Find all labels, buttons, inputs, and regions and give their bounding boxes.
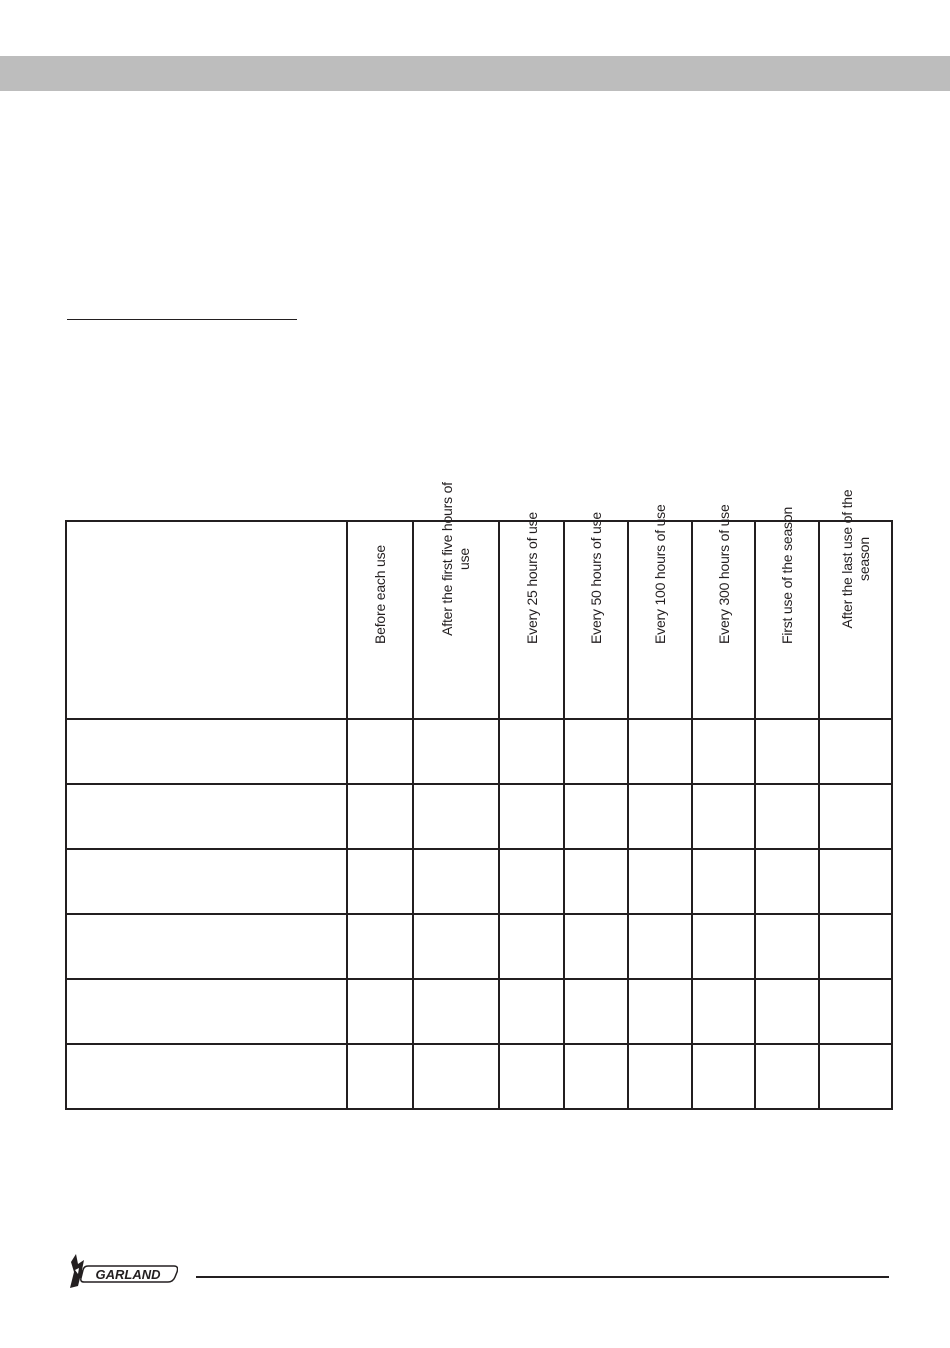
interval-cell bbox=[819, 914, 892, 979]
table-row bbox=[66, 914, 892, 979]
interval-cell bbox=[413, 1044, 499, 1109]
header-band bbox=[0, 56, 950, 91]
interval-cell bbox=[564, 1044, 628, 1109]
interval-cell bbox=[413, 719, 499, 784]
interval-cell bbox=[692, 849, 755, 914]
table-row bbox=[66, 719, 892, 784]
task-cell bbox=[66, 849, 347, 914]
interval-cell bbox=[347, 1044, 413, 1109]
interval-cell bbox=[692, 784, 755, 849]
section-underline bbox=[67, 319, 297, 320]
interval-cell bbox=[819, 849, 892, 914]
interval-cell bbox=[499, 784, 564, 849]
interval-cell bbox=[819, 979, 892, 1044]
column-header-label: Every 300 hours of use bbox=[715, 504, 731, 644]
interval-cell bbox=[628, 914, 692, 979]
column-header bbox=[819, 489, 892, 719]
interval-cell bbox=[819, 1044, 892, 1109]
interval-cell bbox=[347, 979, 413, 1044]
interval-cell bbox=[755, 914, 819, 979]
interval-cell bbox=[499, 1044, 564, 1109]
interval-cell bbox=[413, 849, 499, 914]
interval-cell bbox=[347, 784, 413, 849]
table-body bbox=[66, 719, 892, 1109]
column-header bbox=[564, 512, 628, 719]
interval-cell bbox=[819, 784, 892, 849]
column-header-label: After the last use of the season bbox=[838, 489, 872, 629]
logo-wordmark: GARLAND bbox=[95, 1267, 161, 1282]
interval-cell bbox=[692, 1044, 755, 1109]
task-cell bbox=[66, 979, 347, 1044]
column-header bbox=[755, 506, 819, 719]
interval-cell bbox=[499, 914, 564, 979]
interval-cell bbox=[564, 914, 628, 979]
interval-cell bbox=[628, 784, 692, 849]
interval-cell bbox=[499, 849, 564, 914]
interval-cell bbox=[564, 849, 628, 914]
column-header bbox=[628, 504, 692, 719]
interval-cell bbox=[347, 719, 413, 784]
column-header-label: Before each use bbox=[371, 545, 388, 644]
interval-cell bbox=[692, 914, 755, 979]
column-header bbox=[499, 512, 564, 719]
column-header-label: After the first five hours of use bbox=[439, 482, 472, 636]
interval-cell bbox=[413, 979, 499, 1044]
task-header-cell bbox=[66, 521, 347, 719]
table-row bbox=[66, 979, 892, 1044]
column-header bbox=[413, 482, 499, 719]
interval-cell bbox=[755, 849, 819, 914]
table-header-row bbox=[66, 521, 892, 719]
interval-cell bbox=[692, 979, 755, 1044]
table-row bbox=[66, 1044, 892, 1109]
interval-cell bbox=[628, 1044, 692, 1109]
interval-cell bbox=[755, 719, 819, 784]
interval-cell bbox=[564, 784, 628, 849]
interval-cell bbox=[347, 914, 413, 979]
interval-cell bbox=[413, 914, 499, 979]
interval-cell bbox=[628, 849, 692, 914]
table-row bbox=[66, 849, 892, 914]
interval-cell bbox=[564, 979, 628, 1044]
interval-cell bbox=[347, 849, 413, 914]
interval-cell bbox=[755, 1044, 819, 1109]
interval-cell bbox=[819, 719, 892, 784]
interval-cell bbox=[499, 979, 564, 1044]
column-header-label: First use of the season bbox=[778, 506, 795, 644]
footer-rule bbox=[196, 1276, 889, 1278]
column-header-label: Every 100 hours of use bbox=[651, 504, 668, 644]
task-cell bbox=[66, 719, 347, 784]
table-row bbox=[66, 784, 892, 849]
column-header-label: Every 50 hours of use bbox=[587, 512, 604, 644]
interval-cell bbox=[628, 719, 692, 784]
interval-cell bbox=[628, 979, 692, 1044]
interval-cell bbox=[564, 719, 628, 784]
interval-cell bbox=[413, 784, 499, 849]
task-cell bbox=[66, 914, 347, 979]
column-header-label: Every 25 hours of use bbox=[523, 512, 539, 644]
task-cell bbox=[66, 784, 347, 849]
task-cell bbox=[66, 1044, 347, 1109]
interval-cell bbox=[755, 979, 819, 1044]
interval-cell bbox=[755, 784, 819, 849]
column-header bbox=[692, 504, 755, 719]
maintenance-schedule-table bbox=[65, 482, 893, 1110]
interval-cell bbox=[499, 719, 564, 784]
interval-cell bbox=[692, 719, 755, 784]
garland-logo bbox=[66, 1250, 178, 1292]
column-header bbox=[347, 521, 413, 719]
